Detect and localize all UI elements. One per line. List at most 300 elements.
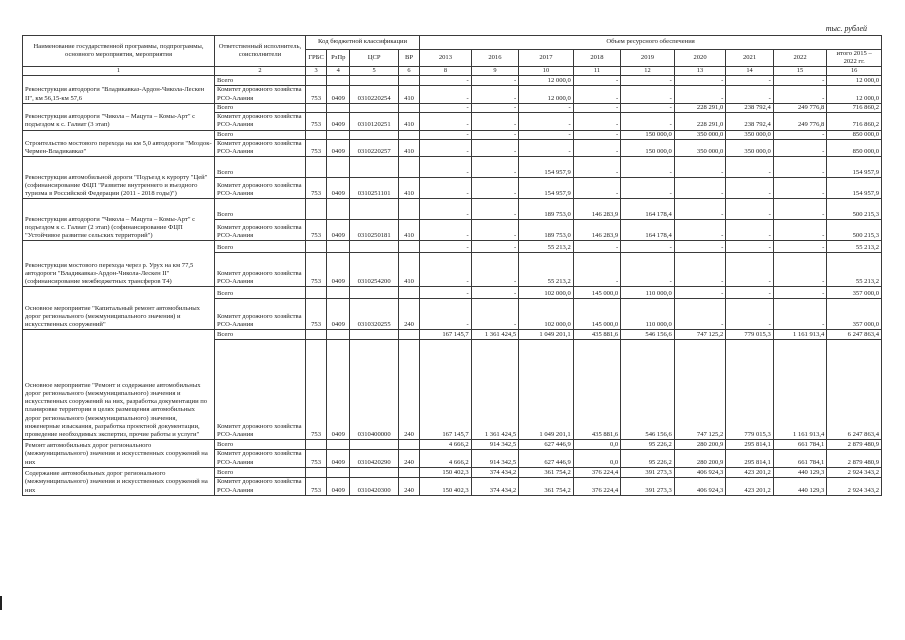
code-csr: 0310251101 bbox=[350, 178, 399, 199]
table-row bbox=[23, 467, 882, 477]
header-vr: ВР bbox=[398, 50, 419, 67]
value-cell: - bbox=[420, 253, 472, 287]
code-grbs: 753 bbox=[305, 340, 326, 440]
code-cell-empty bbox=[327, 199, 350, 220]
value-cell: 627 446,9 bbox=[519, 450, 574, 467]
code-cell-empty bbox=[305, 467, 326, 477]
value-cell: 374 434,2 bbox=[471, 477, 518, 495]
measure-name: Реконструкция мостового перехода через р. Урух на км 77,5 автодороги "Владикавказ-Ардон-Чикола-Лескен II"(софинансирование межбюджетных трансферов Т4) bbox=[23, 241, 215, 287]
code-cell-empty bbox=[305, 241, 326, 253]
value-cell: 150 402,3 bbox=[420, 477, 472, 495]
value-cell: - bbox=[773, 287, 827, 299]
code-cell-empty bbox=[327, 287, 350, 299]
responsible-name: Комитет дорожного хозяйства РСО-Алания bbox=[215, 113, 306, 130]
table-row bbox=[23, 103, 882, 112]
code-cell-empty bbox=[327, 130, 350, 139]
code-cell-empty bbox=[398, 440, 419, 450]
total-cell: 2 924 343,2 bbox=[827, 467, 882, 477]
value-cell: - bbox=[420, 76, 472, 86]
code-cell-empty bbox=[398, 76, 419, 86]
code-rzpr: 0409 bbox=[327, 139, 350, 156]
column-number: 10 bbox=[519, 67, 574, 76]
code-csr: 0310420290 bbox=[350, 450, 399, 467]
value-cell: - bbox=[420, 287, 472, 299]
value-cell: - bbox=[471, 199, 518, 220]
value-cell: 12 000,0 bbox=[519, 76, 574, 86]
code-cell-empty bbox=[327, 157, 350, 178]
total-cell: 154 957,9 bbox=[827, 157, 882, 178]
table-row bbox=[23, 330, 882, 340]
value-cell: 747 125,2 bbox=[674, 330, 726, 340]
value-cell: - bbox=[471, 130, 518, 139]
value-cell: - bbox=[471, 103, 518, 112]
value-cell: 4 666,2 bbox=[420, 440, 472, 450]
value-cell: 228 291,0 bbox=[674, 103, 726, 112]
code-cell-empty bbox=[305, 76, 326, 86]
code-cell-empty bbox=[305, 287, 326, 299]
value-cell: - bbox=[471, 220, 518, 241]
value-cell: - bbox=[471, 157, 518, 178]
header-resource: Объем ресурсного обеспечения bbox=[420, 36, 882, 50]
value-cell: 280 200,9 bbox=[674, 440, 726, 450]
value-cell: - bbox=[773, 139, 827, 156]
code-rzpr: 0409 bbox=[327, 178, 350, 199]
code-vr: 240 bbox=[398, 340, 419, 440]
value-cell: 0,0 bbox=[573, 450, 620, 467]
value-cell: - bbox=[726, 76, 773, 86]
column-number: 15 bbox=[773, 67, 827, 76]
value-cell: - bbox=[519, 130, 574, 139]
value-cell: 164 178,4 bbox=[621, 220, 675, 241]
row-label-all: Всего bbox=[215, 467, 306, 477]
responsible-name: Комитет дорожного хозяйства РСО-Алания bbox=[215, 86, 306, 103]
value-cell: - bbox=[420, 299, 472, 330]
row-label-all: Всего bbox=[215, 157, 306, 178]
row-label-all: Всего bbox=[215, 287, 306, 299]
table-row bbox=[23, 76, 882, 86]
column-number: 1 bbox=[23, 67, 215, 76]
value-cell: 228 291,0 bbox=[674, 113, 726, 130]
value-cell: - bbox=[471, 241, 518, 253]
value-cell: - bbox=[420, 199, 472, 220]
responsible-name: Комитет дорожного хозяйства РСО-Алания bbox=[215, 178, 306, 199]
value-cell: - bbox=[773, 241, 827, 253]
value-cell: 391 273,3 bbox=[621, 467, 675, 477]
value-cell: - bbox=[420, 139, 472, 156]
scan-edge-mark bbox=[0, 596, 2, 610]
value-cell: 146 283,9 bbox=[573, 220, 620, 241]
value-cell: 440 129,3 bbox=[773, 467, 827, 477]
value-cell: 914 342,5 bbox=[471, 450, 518, 467]
value-cell: - bbox=[573, 86, 620, 103]
table-row bbox=[23, 440, 882, 450]
value-cell: 167 145,7 bbox=[420, 340, 472, 440]
value-cell: 435 881,6 bbox=[573, 340, 620, 440]
value-cell: 350 000,0 bbox=[674, 139, 726, 156]
code-grbs: 753 bbox=[305, 220, 326, 241]
code-rzpr: 0409 bbox=[327, 450, 350, 467]
value-cell: - bbox=[471, 86, 518, 103]
value-cell: 546 156,6 bbox=[621, 340, 675, 440]
value-cell: - bbox=[573, 241, 620, 253]
header-year: 2017 bbox=[519, 50, 574, 67]
measure-name: Содержание автомобильных дорог регионального (межмуниципального) значения и искусственных сооружений на них bbox=[23, 467, 215, 495]
value-cell: - bbox=[726, 253, 773, 287]
total-cell: 12 000,0 bbox=[827, 86, 882, 103]
total-cell: 500 215,3 bbox=[827, 220, 882, 241]
code-cell-empty bbox=[327, 330, 350, 340]
value-cell: 350 000,0 bbox=[674, 130, 726, 139]
value-cell: - bbox=[573, 76, 620, 86]
column-number: 3 bbox=[305, 67, 326, 76]
value-cell: - bbox=[519, 113, 574, 130]
value-cell: - bbox=[773, 157, 827, 178]
code-cell-empty bbox=[398, 130, 419, 139]
value-cell: - bbox=[773, 86, 827, 103]
value-cell: - bbox=[621, 157, 675, 178]
total-cell: 2 879 480,9 bbox=[827, 450, 882, 467]
header-year: 2019 bbox=[621, 50, 675, 67]
row-label-all: Всего bbox=[215, 330, 306, 340]
value-cell: 1 049 201,1 bbox=[519, 330, 574, 340]
row-label-all: Всего bbox=[215, 76, 306, 86]
table-row bbox=[23, 130, 882, 139]
value-cell: - bbox=[573, 103, 620, 112]
code-vr: 410 bbox=[398, 253, 419, 287]
code-cell-empty bbox=[305, 103, 326, 112]
column-number: 8 bbox=[420, 67, 472, 76]
value-cell: - bbox=[573, 253, 620, 287]
header-year: 2021 bbox=[726, 50, 773, 67]
value-cell: 110 000,0 bbox=[621, 287, 675, 299]
code-rzpr: 0409 bbox=[327, 253, 350, 287]
value-cell: 747 125,2 bbox=[674, 340, 726, 440]
code-vr: 410 bbox=[398, 139, 419, 156]
row-label-all: Всего bbox=[215, 103, 306, 112]
column-number: 16 bbox=[827, 67, 882, 76]
code-cell-empty bbox=[398, 330, 419, 340]
value-cell: - bbox=[773, 299, 827, 330]
code-cell-empty bbox=[350, 199, 399, 220]
header-csr: ЦСР bbox=[350, 50, 399, 67]
header-name: Наименование государственной программы, подпрограммы, основного мероприятия, мероприятия bbox=[23, 36, 215, 67]
value-cell: 1 361 424,5 bbox=[471, 330, 518, 340]
value-cell: 423 201,2 bbox=[726, 467, 773, 477]
column-number: 14 bbox=[726, 67, 773, 76]
value-cell: - bbox=[471, 299, 518, 330]
total-cell: 850 000,0 bbox=[827, 139, 882, 156]
code-vr: 410 bbox=[398, 178, 419, 199]
total-cell: 55 213,2 bbox=[827, 253, 882, 287]
value-cell: - bbox=[674, 76, 726, 86]
code-grbs: 753 bbox=[305, 178, 326, 199]
value-cell: - bbox=[773, 220, 827, 241]
code-cell-empty bbox=[350, 241, 399, 253]
responsible-name: Комитет дорожного хозяйства РСО-Алания bbox=[215, 299, 306, 330]
value-cell: 1 161 913,4 bbox=[773, 330, 827, 340]
code-cell-empty bbox=[350, 103, 399, 112]
value-cell: 406 924,3 bbox=[674, 477, 726, 495]
column-number: 13 bbox=[674, 67, 726, 76]
value-cell: 627 446,9 bbox=[519, 440, 574, 450]
value-cell: 95 226,2 bbox=[621, 440, 675, 450]
value-cell: - bbox=[726, 241, 773, 253]
value-cell: 164 178,4 bbox=[621, 199, 675, 220]
code-csr: 0310120251 bbox=[350, 113, 399, 130]
value-cell: - bbox=[621, 113, 675, 130]
value-cell: 12 000,0 bbox=[519, 86, 574, 103]
value-cell: 914 342,5 bbox=[471, 440, 518, 450]
code-cell-empty bbox=[327, 103, 350, 112]
header-year: 2022 bbox=[773, 50, 827, 67]
value-cell: 238 792,4 bbox=[726, 113, 773, 130]
column-number: 4 bbox=[327, 67, 350, 76]
value-cell: - bbox=[420, 113, 472, 130]
row-label-all: Всего bbox=[215, 241, 306, 253]
code-cell-empty bbox=[350, 287, 399, 299]
value-cell: - bbox=[674, 178, 726, 199]
value-cell: - bbox=[519, 103, 574, 112]
value-cell: 167 145,7 bbox=[420, 330, 472, 340]
value-cell: - bbox=[420, 178, 472, 199]
value-cell: 55 213,2 bbox=[519, 241, 574, 253]
column-number: 6 bbox=[398, 67, 419, 76]
total-cell: 716 860,2 bbox=[827, 113, 882, 130]
code-cell-empty bbox=[327, 440, 350, 450]
value-cell: 154 957,9 bbox=[519, 178, 574, 199]
value-cell: - bbox=[773, 253, 827, 287]
value-cell: - bbox=[674, 199, 726, 220]
code-cell-empty bbox=[350, 330, 399, 340]
total-cell: 2 924 343,2 bbox=[827, 477, 882, 495]
measure-name: Реконструкция автодороги "Владикавказ-Ардон-Чикола-Лескен II", км 56,15-км 57,6 bbox=[23, 76, 215, 103]
value-cell: 110 000,0 bbox=[621, 299, 675, 330]
value-cell: - bbox=[621, 253, 675, 287]
header-year: 2018 bbox=[573, 50, 620, 67]
value-cell: 406 924,3 bbox=[674, 467, 726, 477]
column-number: 9 bbox=[471, 67, 518, 76]
value-cell: 189 753,0 bbox=[519, 220, 574, 241]
row-label-all: Всего bbox=[215, 130, 306, 139]
value-cell: 280 200,9 bbox=[674, 450, 726, 467]
total-cell: 357 000,0 bbox=[827, 287, 882, 299]
value-cell: - bbox=[519, 139, 574, 156]
code-cell-empty bbox=[398, 199, 419, 220]
header-responsible: Ответственный исполнитель, соисполнители bbox=[215, 36, 306, 67]
column-number: 2 bbox=[215, 67, 306, 76]
code-cell-empty bbox=[398, 467, 419, 477]
value-cell: 295 814,1 bbox=[726, 450, 773, 467]
responsible-name: Комитет дорожного хозяйства РСО-Алания bbox=[215, 340, 306, 440]
measure-name: Ремонт автомобильных дорог регионального (межмуниципального) значения и искусственных сооружений на них bbox=[23, 440, 215, 467]
value-cell: - bbox=[573, 178, 620, 199]
code-vr: 410 bbox=[398, 86, 419, 103]
value-cell: 350 000,0 bbox=[726, 130, 773, 139]
value-cell: 249 776,8 bbox=[773, 103, 827, 112]
code-cell-empty bbox=[305, 130, 326, 139]
value-cell: - bbox=[674, 86, 726, 103]
code-rzpr: 0409 bbox=[327, 86, 350, 103]
value-cell: 145 000,0 bbox=[573, 287, 620, 299]
value-cell: 1 049 201,1 bbox=[519, 340, 574, 440]
value-cell: - bbox=[773, 178, 827, 199]
column-number: 12 bbox=[621, 67, 675, 76]
code-cell-empty bbox=[350, 130, 399, 139]
value-cell: - bbox=[674, 253, 726, 287]
total-cell: 12 000,0 bbox=[827, 76, 882, 86]
code-cell-empty bbox=[398, 287, 419, 299]
responsible-name: Комитет дорожного хозяйства РСО-Алания bbox=[215, 477, 306, 495]
value-cell: 249 776,8 bbox=[773, 113, 827, 130]
total-cell: 6 247 863,4 bbox=[827, 330, 882, 340]
value-cell: - bbox=[471, 113, 518, 130]
value-cell: - bbox=[621, 86, 675, 103]
code-grbs: 753 bbox=[305, 477, 326, 495]
value-cell: - bbox=[773, 130, 827, 139]
value-cell: 189 753,0 bbox=[519, 199, 574, 220]
value-cell: - bbox=[726, 199, 773, 220]
code-csr: 0310420300 bbox=[350, 477, 399, 495]
code-cell-empty bbox=[398, 241, 419, 253]
code-grbs: 753 bbox=[305, 86, 326, 103]
value-cell: - bbox=[674, 220, 726, 241]
row-label-all: Всего bbox=[215, 440, 306, 450]
value-cell: 150 000,0 bbox=[621, 130, 675, 139]
code-cell-empty bbox=[305, 199, 326, 220]
total-cell: 716 860,2 bbox=[827, 103, 882, 112]
value-cell: 1 161 913,4 bbox=[773, 340, 827, 440]
value-cell: - bbox=[621, 241, 675, 253]
value-cell: 440 129,3 bbox=[773, 477, 827, 495]
code-cell-empty bbox=[398, 157, 419, 178]
measure-name: Основное мероприятие "Ремонт и содержание автомобильных дорог регионального (межмуниципального) значения и искусственных сооружений на них, разработка документации по планировке территории в целях размещения автомобильных дорог регионального (межмуниципального) значения, инженерные изыскания, разработка проектной документации, проведение необходимых экспертиз, прочие работы и услуги" bbox=[23, 330, 215, 440]
code-rzpr: 0409 bbox=[327, 220, 350, 241]
code-vr: 410 bbox=[398, 113, 419, 130]
code-vr: 240 bbox=[398, 299, 419, 330]
value-cell: 150 000,0 bbox=[621, 139, 675, 156]
code-rzpr: 0409 bbox=[327, 113, 350, 130]
value-cell: - bbox=[573, 130, 620, 139]
value-cell: 145 000,0 bbox=[573, 299, 620, 330]
value-cell: 779 015,3 bbox=[726, 340, 773, 440]
value-cell: 546 156,6 bbox=[621, 330, 675, 340]
code-csr: 0310320255 bbox=[350, 299, 399, 330]
value-cell: 779 015,3 bbox=[726, 330, 773, 340]
value-cell: - bbox=[726, 299, 773, 330]
value-cell: 102 000,0 bbox=[519, 287, 574, 299]
header-rzpr: РзПр bbox=[327, 50, 350, 67]
total-cell: 6 247 863,4 bbox=[827, 340, 882, 440]
value-cell: - bbox=[621, 178, 675, 199]
value-cell: 4 666,2 bbox=[420, 450, 472, 467]
code-csr: 0310400000 bbox=[350, 340, 399, 440]
value-cell: - bbox=[471, 178, 518, 199]
units-label: тыс. рублей bbox=[825, 24, 867, 33]
resource-table bbox=[22, 35, 882, 496]
value-cell: - bbox=[773, 199, 827, 220]
value-cell: 376 224,4 bbox=[573, 477, 620, 495]
value-cell: 102 000,0 bbox=[519, 299, 574, 330]
value-cell: - bbox=[471, 76, 518, 86]
value-cell: - bbox=[420, 103, 472, 112]
value-cell: 361 754,2 bbox=[519, 477, 574, 495]
value-cell: - bbox=[621, 76, 675, 86]
header-year: 2013 bbox=[420, 50, 472, 67]
responsible-name: Комитет дорожного хозяйства РСО-Алания bbox=[215, 450, 306, 467]
table-row bbox=[23, 157, 882, 178]
code-cell-empty bbox=[327, 76, 350, 86]
value-cell: - bbox=[573, 113, 620, 130]
value-cell: - bbox=[674, 287, 726, 299]
code-cell-empty bbox=[305, 157, 326, 178]
value-cell: 423 201,2 bbox=[726, 477, 773, 495]
header-year: 2020 bbox=[674, 50, 726, 67]
value-cell: - bbox=[420, 241, 472, 253]
table-row bbox=[23, 287, 882, 299]
value-cell: 154 957,9 bbox=[519, 157, 574, 178]
code-vr: 240 bbox=[398, 477, 419, 495]
responsible-name: Комитет дорожного хозяйства РСО-Алания bbox=[215, 253, 306, 287]
code-cell-empty bbox=[350, 467, 399, 477]
responsible-name: Комитет дорожного хозяйства РСО-Алания bbox=[215, 139, 306, 156]
measure-name: Реконструкция автодороги "Чикола – Мацута – Комы-Арт" с подъездом к с. Галиат (2 этап) (софинансирование ФЦП "Устойчивое развитие сельских территорий") bbox=[23, 199, 215, 241]
value-cell: 295 814,1 bbox=[726, 440, 773, 450]
value-cell: - bbox=[573, 157, 620, 178]
value-cell: - bbox=[420, 220, 472, 241]
measure-name: Реконструкция автодороги "Чикола – Мацута – Комы-Арт" с подъездом к с. Галиат (3 этап) bbox=[23, 103, 215, 130]
code-grbs: 753 bbox=[305, 299, 326, 330]
code-rzpr: 0409 bbox=[327, 340, 350, 440]
value-cell: - bbox=[420, 130, 472, 139]
value-cell: - bbox=[674, 157, 726, 178]
total-cell: 850 000,0 bbox=[827, 130, 882, 139]
row-label-all: Всего bbox=[215, 199, 306, 220]
code-csr: 0310250181 bbox=[350, 220, 399, 241]
value-cell: - bbox=[420, 157, 472, 178]
code-cell-empty bbox=[305, 440, 326, 450]
value-cell: - bbox=[773, 76, 827, 86]
value-cell: 661 784,1 bbox=[773, 440, 827, 450]
value-cell: 391 273,3 bbox=[621, 477, 675, 495]
value-cell: 150 402,3 bbox=[420, 467, 472, 477]
measure-name: Реконструкция автомобильной дороги "Подъезд к курорту "Цей" (софинансирование ФЦП "Развитие внутреннего и въездного туризма в Российской Федерации (2011 - 2018 годы)") bbox=[23, 157, 215, 199]
total-cell: 500 215,3 bbox=[827, 199, 882, 220]
value-cell: - bbox=[471, 253, 518, 287]
value-cell: 361 754,2 bbox=[519, 467, 574, 477]
column-number: 11 bbox=[573, 67, 620, 76]
value-cell: 350 000,0 bbox=[726, 139, 773, 156]
code-csr: 0310220257 bbox=[350, 139, 399, 156]
code-rzpr: 0409 bbox=[327, 477, 350, 495]
code-vr: 410 bbox=[398, 220, 419, 241]
total-cell: 55 213,2 bbox=[827, 241, 882, 253]
code-cell-empty bbox=[350, 76, 399, 86]
value-cell: 374 434,2 bbox=[471, 467, 518, 477]
value-cell: 376 224,4 bbox=[573, 467, 620, 477]
value-cell: - bbox=[726, 220, 773, 241]
code-cell-empty bbox=[398, 103, 419, 112]
value-cell: - bbox=[726, 287, 773, 299]
value-cell: 0,0 bbox=[573, 440, 620, 450]
value-cell: - bbox=[573, 139, 620, 156]
table-row bbox=[23, 241, 882, 253]
code-cell-empty bbox=[327, 467, 350, 477]
value-cell: 95 226,2 bbox=[621, 450, 675, 467]
value-cell: 238 792,4 bbox=[726, 103, 773, 112]
header-grbs: ГРБС bbox=[305, 50, 326, 67]
value-cell: - bbox=[726, 157, 773, 178]
header-year: 2016 bbox=[471, 50, 518, 67]
